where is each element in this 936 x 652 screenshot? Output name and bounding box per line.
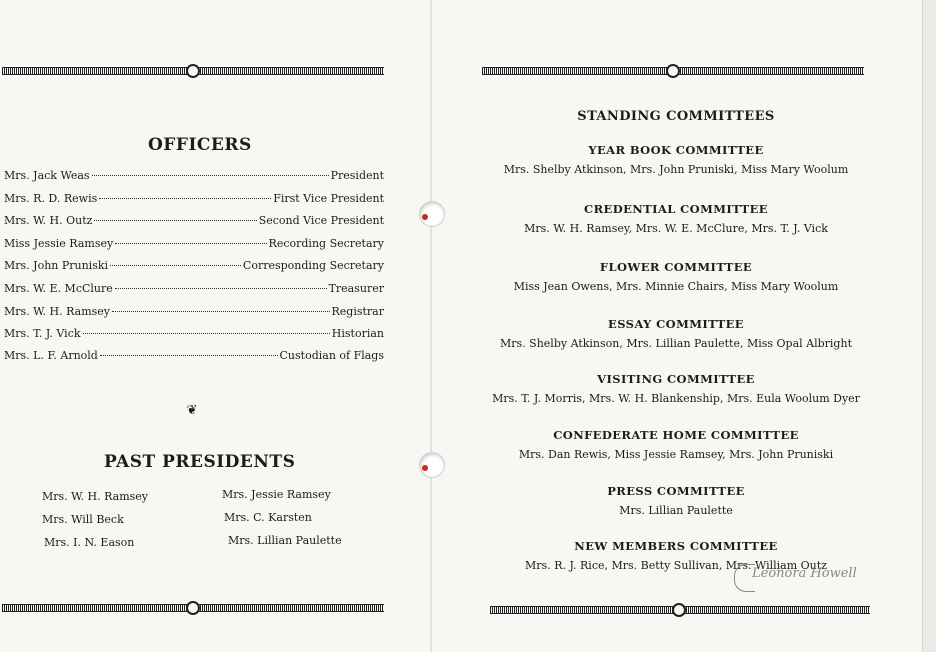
handwritten-note: Leonora Howell: [752, 566, 857, 581]
officer-title: President: [330, 169, 384, 182]
officer-title: First Vice President: [273, 192, 384, 205]
officer-row: [4, 214, 384, 230]
committee-members: Mrs. Dan Rewis, Miss Jessie Ramsey, Mrs. John Pruniski: [518, 448, 834, 461]
officer-name: Mrs. R. D. Rewis: [4, 192, 98, 205]
leader-dots: [100, 355, 278, 356]
leader-dots: [94, 220, 256, 221]
officer-name: Mrs. T. J. Vick: [4, 327, 81, 340]
officer-row: [4, 192, 384, 208]
officer-title: Recording Secretary: [268, 237, 384, 250]
officer-title: Registrar: [331, 305, 384, 318]
page-edge: [922, 0, 936, 652]
committee-title: NEW MEMBERS COMMITTEE: [574, 539, 778, 553]
officer-name: Miss Jessie Ramsey: [4, 237, 114, 250]
committee-members: Miss Jean Owens, Mrs. Minnie Chairs, Miss Mary Woolum: [513, 280, 839, 293]
committee-title: ESSAY COMMITTEE: [608, 317, 744, 331]
officer-row: [4, 282, 384, 298]
committee-members: Mrs. T. J. Morris, Mrs. W. H. Blankenship, Mrs. Eula Woolum Dyer: [492, 392, 860, 405]
officer-name: Mrs. W. H. Outz: [4, 214, 93, 227]
past-president-name: Mrs. Jessie Ramsey: [222, 488, 331, 501]
committee-members: Mrs. Lillian Paulette: [619, 504, 733, 517]
leader-dots: [92, 175, 329, 176]
officer-row: [4, 169, 384, 185]
left-page: [0, 0, 430, 652]
committee-title: PRESS COMMITTEE: [607, 484, 745, 498]
leader-dots: [83, 333, 330, 334]
officers-heading: OFFICERS: [148, 135, 252, 155]
leader-dots: [115, 243, 266, 244]
officer-row: [4, 237, 384, 253]
officer-name: Mrs. Jack Weas: [4, 169, 90, 182]
committee-title: FLOWER COMMITTEE: [599, 260, 753, 274]
leader-dots: [115, 288, 327, 289]
past-president-name: Mrs. C. Karsten: [224, 511, 312, 524]
officer-name: Mrs. John Pruniski: [4, 259, 109, 272]
committee-members: Mrs. R. J. Rice, Mrs. Betty Sullivan, Mrs. William Outz: [525, 559, 827, 572]
ornament-icon: ❦: [186, 403, 198, 418]
officer-name: Mrs. W. E. McClure: [4, 282, 113, 295]
past-president-name: Mrs. W. H. Ramsey: [42, 490, 149, 503]
officer-name: Mrs. L. F. Arnold: [4, 349, 98, 362]
committee-title: VISITING COMMITTEE: [597, 372, 755, 386]
top-rule-left: [2, 67, 384, 75]
leader-dots: [110, 265, 241, 266]
officer-title: Custodian of Flags: [279, 349, 384, 362]
officer-row: [4, 327, 384, 343]
committee-title: YEAR BOOK COMMITTEE: [588, 143, 764, 157]
committee-members: Mrs. Shelby Atkinson, Mrs. Lillian Paulette, Miss Opal Albright: [500, 337, 852, 350]
officer-title: Historian: [331, 327, 384, 340]
officer-row: [4, 259, 384, 275]
past-presidents-heading: PAST PRESIDENTS: [104, 452, 296, 472]
leader-dots: [99, 198, 271, 199]
officer-row: [4, 305, 384, 321]
committee-members: Mrs. Shelby Atkinson, Mrs. John Pruniski, Miss Mary Woolum: [503, 163, 849, 176]
bottom-rule-right: [490, 606, 870, 614]
committee-title: CREDENTIAL COMMITTEE: [584, 202, 768, 216]
past-president-name: Mrs. Lillian Paulette: [228, 534, 342, 547]
past-president-name: Mrs. Will Beck: [42, 513, 124, 526]
standing-committees-heading: STANDING COMMITTEES: [577, 109, 775, 124]
officer-name: Mrs. W. H. Ramsey: [4, 305, 111, 318]
officer-title: Corresponding Secretary: [242, 259, 384, 272]
committee-title: CONFEDERATE HOME COMMITTEE: [553, 428, 799, 442]
committee-members: Mrs. W. H. Ramsey, Mrs. W. E. McClure, Mrs. T. J. Vick: [524, 222, 828, 235]
officer-title: Second Vice President: [258, 214, 384, 227]
officer-row: [4, 349, 384, 365]
top-rule-right: [482, 67, 864, 75]
leader-dots: [112, 311, 329, 312]
past-president-name: Mrs. I. N. Eason: [44, 536, 135, 549]
officer-title: Treasurer: [328, 282, 384, 295]
bottom-rule-left: [2, 604, 384, 612]
